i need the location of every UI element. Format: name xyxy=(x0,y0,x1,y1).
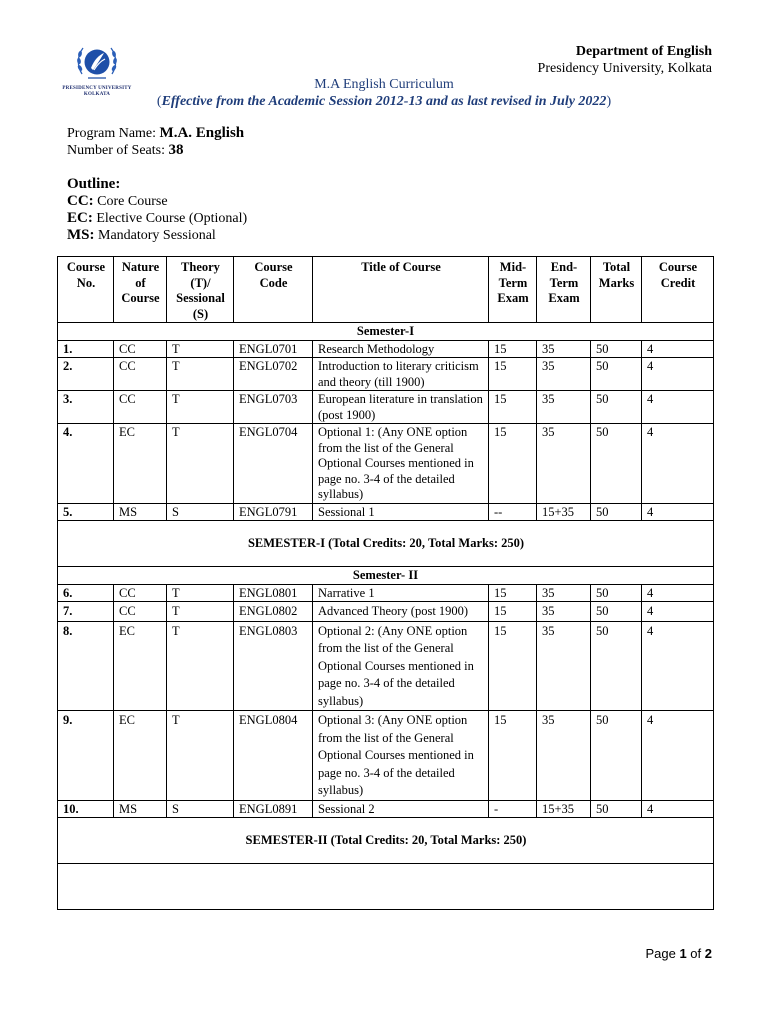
cell-credit: 4 xyxy=(642,584,714,602)
cell-total-marks: 50 xyxy=(591,391,642,424)
curriculum-title: M.A English Curriculum xyxy=(314,77,454,92)
cell-type: T xyxy=(167,424,234,504)
cell-course-title: Optional 3: (Any ONE option from the list of the General Optional Courses mentioned in page no. 3-4 of the detailed syllabus) xyxy=(313,711,489,801)
cell-course-code: ENGL0702 xyxy=(234,358,313,391)
table-row xyxy=(58,621,714,711)
cell-total-marks: 50 xyxy=(591,800,642,818)
logo-city: KOLKATA xyxy=(83,92,111,97)
program-name-label: Program Name: xyxy=(67,126,157,141)
cell-course-title: Sessional 1 xyxy=(313,503,489,521)
cell-course-no: 5. xyxy=(58,503,114,521)
seats-line xyxy=(67,142,244,159)
cell-total-marks: 50 xyxy=(591,602,642,622)
outline-text: Elective Course (Optional) xyxy=(96,211,248,226)
semester-total-row xyxy=(58,521,714,567)
cell-type: T xyxy=(167,340,234,358)
cell-mid-term: 15 xyxy=(489,621,537,711)
cell-type: T xyxy=(167,602,234,622)
cell-credit: 4 xyxy=(642,711,714,801)
cell-end-term: 35 xyxy=(537,424,591,504)
cell-course-code: ENGL0803 xyxy=(234,621,313,711)
page-label: Page xyxy=(645,946,676,961)
header-mid-term: Mid-Term Exam xyxy=(489,257,537,323)
cell-mid-term: 15 xyxy=(489,711,537,801)
cell-nature: EC xyxy=(114,621,167,711)
cell-course-no: 7. xyxy=(58,602,114,622)
cell-type: T xyxy=(167,391,234,424)
cell-course-code: ENGL0791 xyxy=(234,503,313,521)
header-credit: Course Credit xyxy=(642,257,714,323)
cell-mid-term: 15 xyxy=(489,584,537,602)
cell-total-marks: 50 xyxy=(591,711,642,801)
cell-course-code: ENGL0703 xyxy=(234,391,313,424)
cell-end-term: 35 xyxy=(537,340,591,358)
table-row xyxy=(58,503,714,521)
cell-total-marks: 50 xyxy=(591,503,642,521)
cell-credit: 4 xyxy=(642,621,714,711)
curriculum-subtitle xyxy=(0,94,768,110)
header-theory-sessional: Theory (T)/ Sessional (S) xyxy=(167,257,234,323)
header-course-code: Course Code xyxy=(234,257,313,323)
cell-nature: CC xyxy=(114,358,167,391)
outline-item-ec xyxy=(67,210,247,227)
cell-course-title: Introduction to literary criticism and theory (till 1900) xyxy=(313,358,489,391)
cell-course-no: 4. xyxy=(58,424,114,504)
open-paren: ( xyxy=(156,94,162,109)
header-end-term: End-Term Exam xyxy=(537,257,591,323)
cell-nature: CC xyxy=(114,391,167,424)
cell-type: T xyxy=(167,584,234,602)
cell-course-code: ENGL0802 xyxy=(234,602,313,622)
cell-course-title: Advanced Theory (post 1900) xyxy=(313,602,489,622)
effective-session-text: Effective from the Academic Session 2012-13 and as last revised in July 2022 xyxy=(161,94,607,109)
cell-nature: CC xyxy=(114,602,167,622)
cell-course-title: Optional 2: (Any ONE option from the list of the General Optional Courses mentioned in page no. 3-4 of the detailed syllabus) xyxy=(313,621,489,711)
cell-course-no: 10. xyxy=(58,800,114,818)
header-nature: Nature of Course xyxy=(114,257,167,323)
table-row xyxy=(58,391,714,424)
cell-credit: 4 xyxy=(642,340,714,358)
cell-end-term: 15+35 xyxy=(537,800,591,818)
outline-abbr: MS: xyxy=(67,227,95,243)
header-title: Title of Course xyxy=(313,257,489,323)
cell-end-term: 35 xyxy=(537,602,591,622)
page-total: 2 xyxy=(704,946,712,961)
cell-credit: 4 xyxy=(642,800,714,818)
cell-mid-term: 15 xyxy=(489,358,537,391)
cell-total-marks: 50 xyxy=(591,584,642,602)
cell-mid-term: 15 xyxy=(489,340,537,358)
of-label: of xyxy=(690,946,702,961)
cell-type: T xyxy=(167,621,234,711)
cell-mid-term: 15 xyxy=(489,602,537,622)
cell-end-term: 35 xyxy=(537,621,591,711)
cell-course-no: 9. xyxy=(58,711,114,801)
cell-mid-term: - xyxy=(489,800,537,818)
curriculum-table xyxy=(57,256,714,910)
table-row xyxy=(58,424,714,504)
cell-course-no: 3. xyxy=(58,391,114,424)
cell-nature: MS xyxy=(114,800,167,818)
cell-end-term: 35 xyxy=(537,711,591,801)
cell-type: T xyxy=(167,358,234,391)
seats-value: 38 xyxy=(168,142,184,158)
cell-nature: CC xyxy=(114,340,167,358)
cell-course-no: 1. xyxy=(58,340,114,358)
department-name: Department of English xyxy=(575,44,712,59)
cell-nature: EC xyxy=(114,424,167,504)
table-row xyxy=(58,602,714,622)
cell-total-marks: 50 xyxy=(591,424,642,504)
program-name-line xyxy=(67,125,244,142)
cell-credit: 4 xyxy=(642,602,714,622)
cell-end-term: 35 xyxy=(537,584,591,602)
page-number xyxy=(645,946,712,961)
table-row xyxy=(58,358,714,391)
cell-type: T xyxy=(167,711,234,801)
cell-nature: EC xyxy=(114,711,167,801)
cell-course-title: European literature in translation (post 1900) xyxy=(313,391,489,424)
cell-total-marks: 50 xyxy=(591,358,642,391)
header-total-marks: Total Marks xyxy=(591,257,642,323)
cell-nature: CC xyxy=(114,584,167,602)
cell-mid-term: 15 xyxy=(489,391,537,424)
close-paren: ) xyxy=(606,94,612,109)
table-row xyxy=(58,711,714,801)
cell-type: S xyxy=(167,800,234,818)
semester-label: Semester-I xyxy=(58,323,714,341)
table-row xyxy=(58,340,714,358)
university-name: Presidency University, Kolkata xyxy=(537,61,712,76)
outline-item-ms xyxy=(67,227,247,244)
semester-heading-row xyxy=(58,567,714,585)
cell-course-no: 8. xyxy=(58,621,114,711)
cell-course-title: Research Methodology xyxy=(313,340,489,358)
semester-total: SEMESTER-I (Total Credits: 20, Total Marks: 250) xyxy=(58,521,714,567)
cell-credit: 4 xyxy=(642,391,714,424)
cell-course-no: 6. xyxy=(58,584,114,602)
cell-course-code: ENGL0701 xyxy=(234,340,313,358)
cell-course-code: ENGL0804 xyxy=(234,711,313,801)
cell-end-term: 35 xyxy=(537,358,591,391)
outline-abbr: EC: xyxy=(67,210,93,226)
cell-course-title: Sessional 2 xyxy=(313,800,489,818)
logo-university-name: PRESIDENCY UNIVERSITY xyxy=(62,86,132,91)
cell-end-term: 35 xyxy=(537,391,591,424)
empty-cell xyxy=(58,864,714,910)
cell-mid-term: -- xyxy=(489,503,537,521)
program-info xyxy=(67,125,244,159)
cell-type: S xyxy=(167,503,234,521)
cell-course-title: Narrative 1 xyxy=(313,584,489,602)
cell-course-code: ENGL0891 xyxy=(234,800,313,818)
cell-end-term: 15+35 xyxy=(537,503,591,521)
cell-course-no: 2. xyxy=(58,358,114,391)
semester-heading-row xyxy=(58,323,714,341)
cell-credit: 4 xyxy=(642,358,714,391)
program-name-value: M.A. English xyxy=(159,125,245,141)
cell-mid-term: 15 xyxy=(489,424,537,504)
outline-heading: Outline: xyxy=(67,176,121,192)
cell-nature: MS xyxy=(114,503,167,521)
table-header-row xyxy=(58,257,714,323)
semester-total: SEMESTER-II (Total Credits: 20, Total Marks: 250) xyxy=(58,818,714,864)
outline-abbr: CC: xyxy=(67,193,94,209)
cell-course-code: ENGL0801 xyxy=(234,584,313,602)
outline-section xyxy=(67,176,247,244)
page-current: 1 xyxy=(679,946,687,961)
cell-course-code: ENGL0704 xyxy=(234,424,313,504)
empty-row xyxy=(58,864,714,910)
outline-text: Core Course xyxy=(97,194,168,209)
cell-credit: 4 xyxy=(642,424,714,504)
cell-total-marks: 50 xyxy=(591,621,642,711)
seats-label: Number of Seats: xyxy=(67,143,165,158)
cell-credit: 4 xyxy=(642,503,714,521)
outline-text: Mandatory Sessional xyxy=(98,228,216,243)
header-course-no: Course No. xyxy=(58,257,114,323)
department-header xyxy=(538,43,712,77)
semester-total-row xyxy=(58,818,714,864)
outline-item-cc xyxy=(67,193,247,210)
table-row xyxy=(58,800,714,818)
cell-total-marks: 50 xyxy=(591,340,642,358)
cell-course-title: Optional 1: (Any ONE option from the list of the General Optional Courses mentioned in page no. 3-4 of the detailed syllabus) xyxy=(313,424,489,504)
table-row xyxy=(58,584,714,602)
semester-label: Semester- II xyxy=(58,567,714,585)
